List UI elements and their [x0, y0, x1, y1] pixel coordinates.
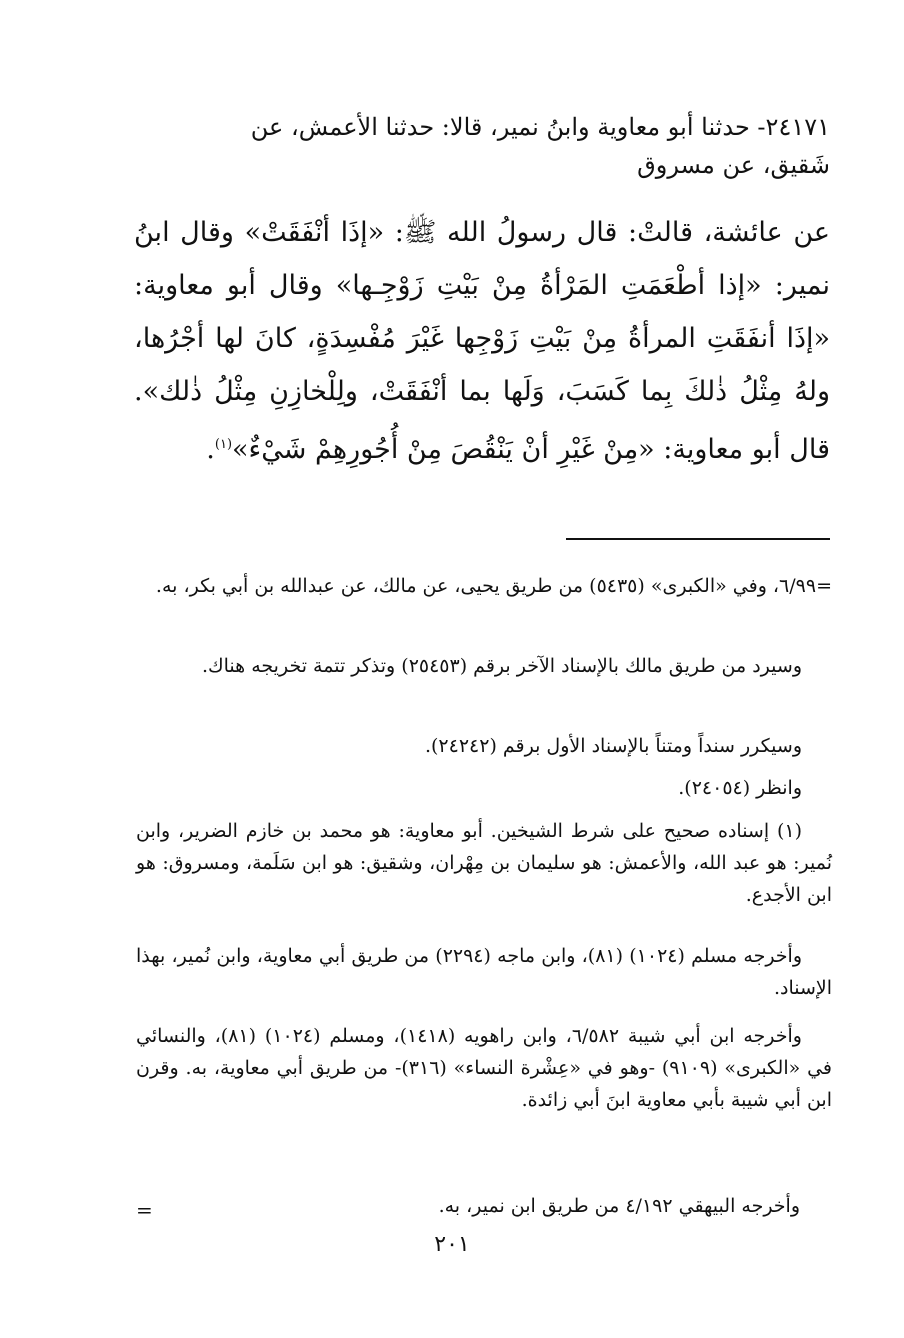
footnote-paragraph-8: [190, 1190, 830, 1222]
footnote-text-2: وسيرد من طريق مالك بالإسناد الآخر برقم (٢٥٤٥٣) وتذكر تتمة تخريجه هناك.: [201, 655, 802, 677]
hadith-chain-line-1: ٢٤١٧١- حدثنا أبو معاوية وابنُ نمير، قالا: حدثنا الأعمش، عن: [250, 113, 830, 141]
footnote-text-4: وانظر (٢٤٠٥٤).: [678, 777, 802, 799]
footnote-divider: [566, 538, 830, 540]
hadith-text: [134, 206, 830, 476]
footnote-paragraph-6: [136, 940, 832, 1004]
footnote-text-1: =٦/٩٩، وفي «الكبرى» (٥٤٣٥) من طريق يحيى، عن مالك، عن عبدالله بن أبي بكر، به.: [155, 575, 832, 597]
page-number: ٢٠١: [434, 1232, 470, 1257]
footnote-paragraph-4: [136, 772, 832, 804]
footnote-ref: (١): [214, 437, 233, 452]
footnote-paragraph-3: [136, 730, 832, 762]
footnote-text-8: وأخرجه البيهقي ٤/١٩٢ من طريق ابن نمير، به.: [438, 1195, 800, 1217]
footnote-text-5: (١) إسناده صحيح على شرط الشيخين. أبو معاوية: هو محمد بن خازم الضرير، وابن نُمير: هو عبد الله، والأعمش: هو سليمان بن مِهْران، وشقيق: هو ابن سَلَمة، ومسروق: هو ابن الأجدع.: [136, 820, 832, 906]
footnote-text-3: وسيكرر سنداً ومتناً بالإسناد الأول برقم (٢٤٢٤٢).: [424, 735, 802, 757]
hadith-body: عن عائشة، قالتْ: قال رسولُ الله ﷺ: «إذَا أنْفَقَتْ» وقال ابنُ نمير: «إذا أطْعَمَتِ المَرْأةُ مِنْ بَيْتِ زَوْجِـها» وقال أبو معاوية: «إذَا أنفَقَتِ المرأةُ مِنْ بَيْتِ زَوْجِها غَيْرَ مُفْسِدَةٍ، كانَ لها أجْرُها، ولهُ مِثْلُ ذٰلكَ بِما كَسَبَ، وَلَها بما أنْفَقَتْ، ولِلْخازِنِ مِثْلُ ذٰلك». قال أبو معاوية: «مِنْ غَيْرِ أنْ يَنْقُصَ مِنْ أُجُورِهِمْ شَيْءٌ»: [134, 217, 830, 465]
hadith-chain: [134, 108, 830, 184]
footnote-paragraph-7: [136, 1020, 832, 1116]
hadith-chain-line-2: شَقيق، عن مسروق: [637, 151, 830, 179]
footnote-paragraph-1: [136, 570, 832, 602]
footnote-paragraph-5: [136, 815, 832, 911]
footnote-paragraph-2: [136, 650, 832, 682]
footnote-text-7: وأخرجه ابن أبي شيبة ٦/٥٨٢، وابن راهويه (١٤١٨)، ومسلم (١٠٢٤) (٨١)، والنسائي في «الكبرى» (٩١٠٩) -وهو في «عِشْرة النساء» (٣١٦)- من طريق أبي معاوية، به. وقرن ابن أبي شيبة بأبي معاوية ابنَ أبي زائدة.: [136, 1025, 833, 1111]
footnote-text-6: وأخرجه مسلم (١٠٢٤) (٨١)، وابن ماجه (٢٢٩٤) من طريق أبي معاوية، وابن نُمير، بهذا الإسناد.: [136, 945, 832, 999]
hadith-end-period: .: [206, 434, 215, 465]
continuation-mark: =: [136, 1198, 153, 1222]
